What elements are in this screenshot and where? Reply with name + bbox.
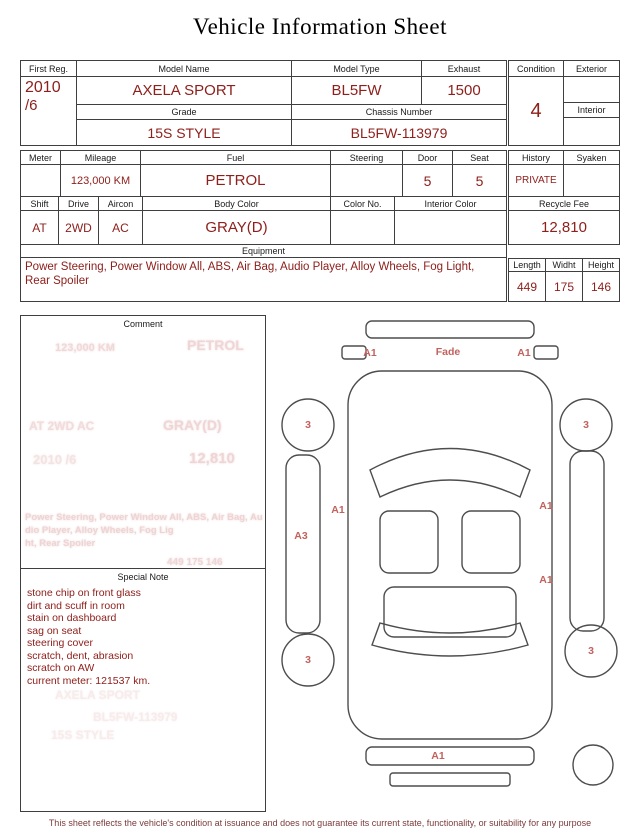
model-type-label: Model Type [292,61,422,77]
seat-left [380,511,438,573]
rear-lower-panel [390,773,510,786]
aircon-label: Aircon [99,197,143,211]
steering-value-cell [331,165,403,196]
exhaust-value: 1500 [422,77,506,105]
mileage-label: Mileage [61,151,141,165]
special-note-section [21,568,265,690]
shift-value: AT [21,211,59,244]
front-corner-right [534,346,558,359]
width-value: 175 [546,272,583,301]
mileage-value: 123,000 KM [61,165,141,196]
exterior-score-cell [564,77,619,103]
wheel-marker-rear-left: 3 [305,654,311,666]
drive-value: 2WD [59,211,99,244]
rear-bench [384,587,516,637]
front-bumper [366,321,534,338]
comment-label: Comment [123,319,163,329]
interior-score-cell [564,118,619,145]
damage-marker-rear: A1 [431,750,445,762]
wheel-marker-rear-right: 3 [588,645,594,657]
syaken-label: Syaken [564,151,619,165]
drive-label: Drive [59,197,99,211]
ghost-text: AXELA SPORT [55,688,140,702]
damage-marker-right-lower: A1 [539,574,553,586]
damage-marker-left-panel: A3 [294,530,308,542]
steering-label: Steering [331,151,403,165]
syaken-value-cell [564,165,619,196]
damage-marker-right-upper: A1 [539,500,553,512]
exterior-label: Exterior [564,61,619,77]
rear-bumper [366,747,534,765]
door-label: Door [403,151,453,165]
special-note-item: sag on seat [27,624,82,637]
vehicle-identity-table [20,60,507,146]
chassis-number-label: Chassis Number [292,105,506,120]
seat-label: Seat [453,151,506,165]
meter-label: Meter [21,151,61,165]
condition-grade-value: 4 [509,77,564,145]
seat-right [462,511,520,573]
grade-value: 15S STYLE [77,120,292,145]
fade-label: Fade [435,346,461,358]
special-note-item: current meter: 121537 km. [27,674,151,687]
first-reg-year: 2010 [25,79,61,96]
ghost-text: Power Steering, Power Window All, ABS, Air Bag, Au [25,512,263,523]
equipment-label: Equipment [21,245,506,258]
left-side-panel [286,455,320,633]
ghost-text: 449 175 146 [167,557,223,568]
ghost-text: 12,810 [189,450,235,467]
ghost-text: GRAY(D) [163,417,222,433]
width-label: Widht [546,259,583,272]
fuel-label: Fuel [141,151,331,165]
interior-color-label: Interior Color [395,197,506,211]
interior-color-value-cell [395,211,506,244]
aircon-value: AC [99,211,143,244]
mileage-fuel-table [20,150,507,197]
ghost-text: dio Player, Alloy Wheels, Fog Lig [25,525,174,536]
model-name-value: AXELA SPORT [77,77,292,105]
ghost-text: 123,000 KM [55,342,115,354]
color-no-label: Color No. [331,197,395,211]
first-reg-label: First Reg. [21,61,77,77]
equipment-table [20,244,507,302]
ghost-text: 2010 /6 [33,452,77,467]
recycle-fee-table [508,196,620,245]
equipment-value: Power Steering, Power Window All, ABS, Air Bag, Audio Player, Alloy Wheels, Fog Light, Rear Spoiler [25,261,475,287]
special-note-label: Special Note [117,572,169,582]
condition-label: Condition [509,61,564,77]
length-label: Length [509,259,546,272]
height-label: Height [583,259,619,272]
dimensions-table [508,258,620,302]
damage-marker-front-right: A1 [517,347,531,359]
special-notes-list [21,584,265,690]
first-reg-value [21,77,77,145]
recycle-fee-value: 12,810 [541,219,587,236]
door-value: 5 [403,165,453,196]
car-body [348,371,552,739]
disclaimer-text: This sheet reflects the vehicle's condition at issuance and does not guarantee its current state, functionality, or suitability for any purpose [48,818,592,828]
body-color-value: GRAY(D) [143,211,331,244]
ghost-text: BL5FW-113979 [93,710,178,724]
drivetrain-color-table [20,196,507,245]
length-value: 449 [509,272,546,301]
exhaust-label: Exhaust [422,61,506,77]
meter-value-cell [21,165,61,196]
wheel-marker-front-left: 3 [305,419,311,431]
condition-table [508,60,620,146]
special-note-item: scratch on AW [27,662,95,674]
car-top-view [268,315,636,815]
first-reg-month: /6 [25,97,38,114]
rear-window [372,623,528,656]
body-color-label: Body Color [143,197,331,211]
page-title: Vehicle Information Sheet [193,14,447,39]
special-note-item: stain on dashboard [27,612,117,624]
damage-marker-left-body: A1 [331,504,345,516]
vehicle-damage-diagram [268,315,636,815]
chassis-number-value: BL5FW-113979 [350,124,448,141]
height-value: 146 [590,279,612,294]
history-label: History [509,151,564,165]
wheel-marker-front-right: 3 [583,419,589,431]
model-type-value: BL5FW [292,77,422,105]
ghost-text: AT 2WD AC [29,419,95,433]
special-note-item: steering cover [27,637,93,649]
right-side-panel [570,451,604,631]
model-name-label: Model Name [77,61,292,77]
seat-value: 5 [475,172,484,189]
recycle-fee-label: Recycle Fee [509,197,619,211]
special-note-item: dirt and scuff in room [27,599,125,612]
interior-label: Interior [564,103,619,118]
ghost-text: 15S STYLE [51,728,115,742]
history-table [508,150,620,197]
special-note-item: stone chip on front glass [27,587,141,599]
ghost-text: ht, Rear Spoiler [25,538,96,549]
shift-label: Shift [21,197,59,211]
comment-box [20,315,266,812]
spare-wheel [573,745,613,785]
ghost-text: PETROL [187,337,244,353]
windshield [370,449,530,498]
grade-label: Grade [77,105,292,120]
special-note-item: scratch, dent, abrasion [27,649,134,662]
history-value: PRIVATE [509,165,564,196]
fuel-value: PETROL [141,165,331,196]
damage-marker-front-left: A1 [363,347,377,359]
color-no-value-cell [331,211,395,244]
